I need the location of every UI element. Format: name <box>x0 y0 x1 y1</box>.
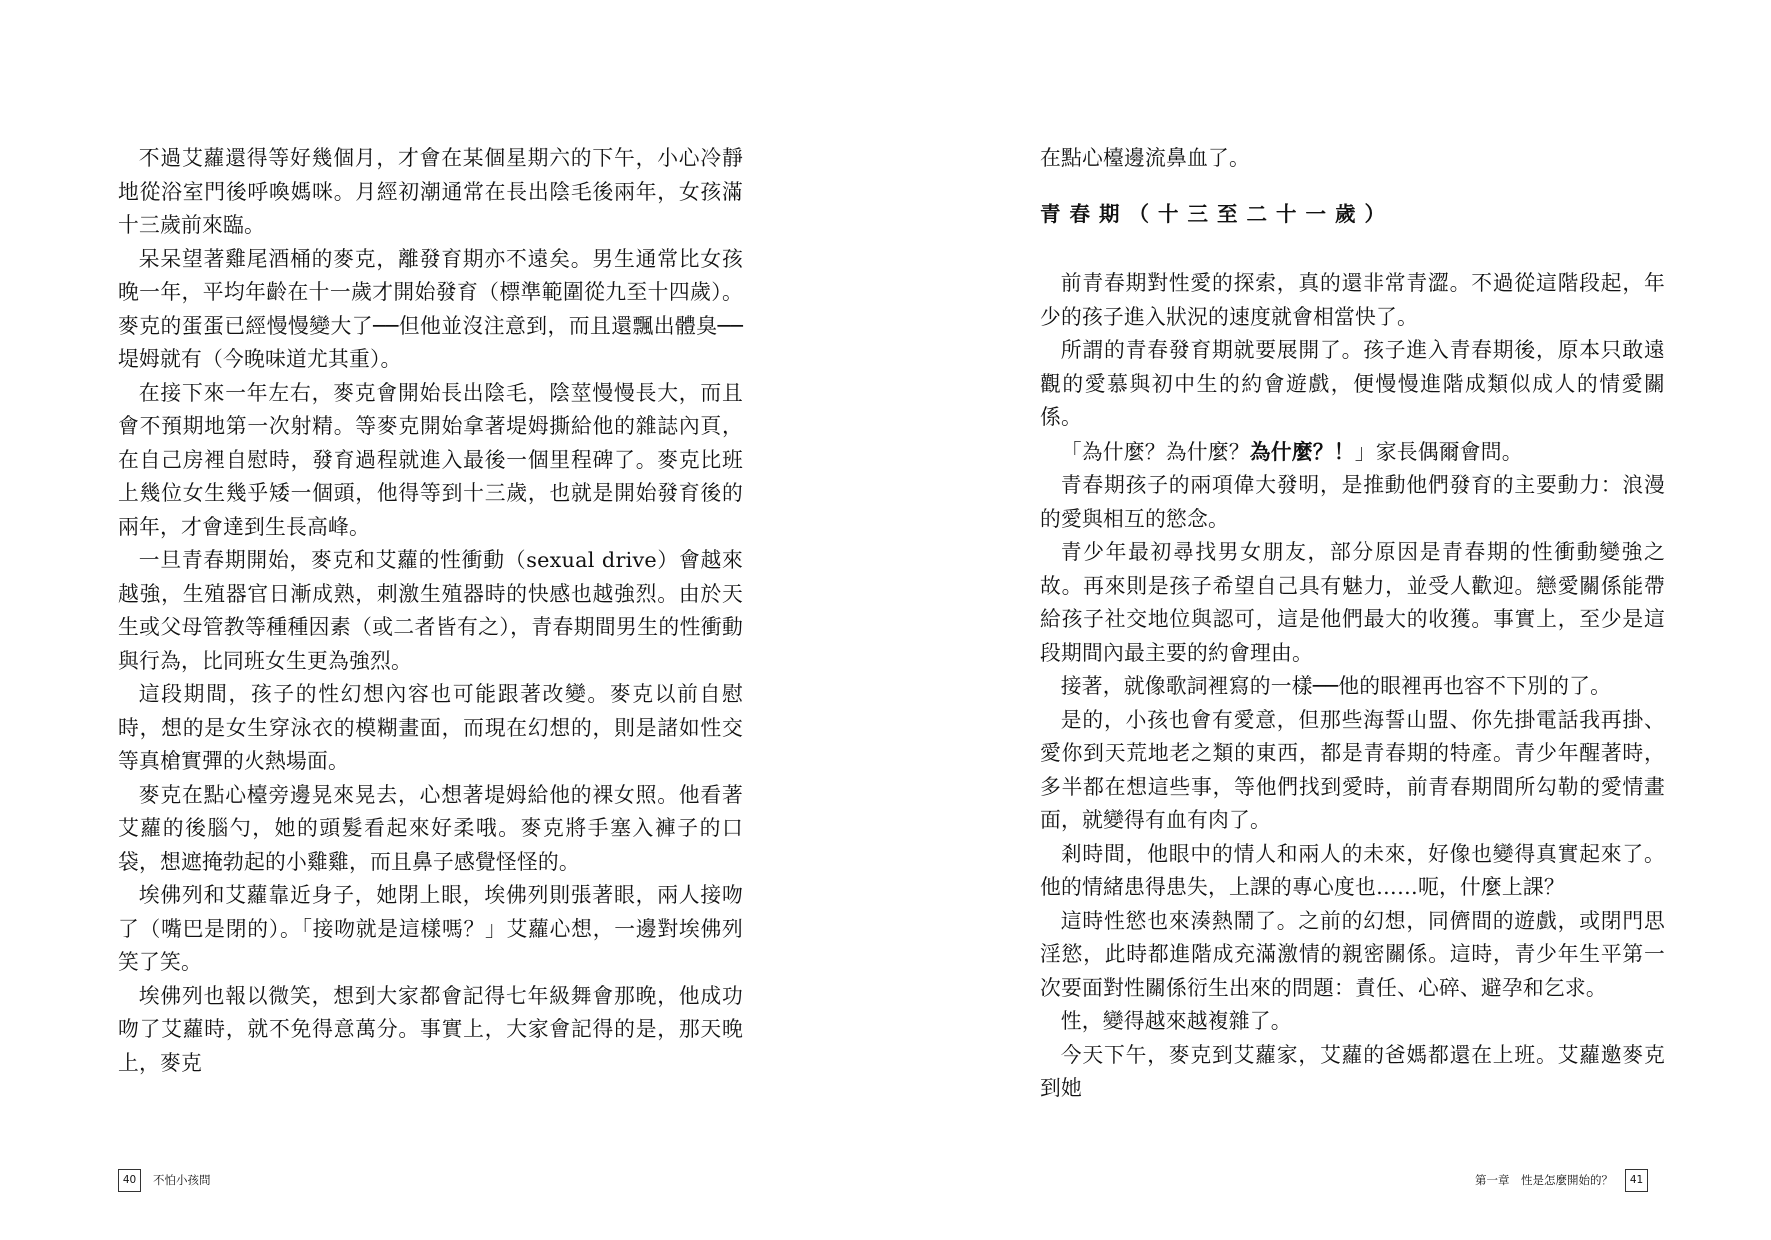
page-number: 40 <box>118 1169 141 1192</box>
paragraph: 呆呆望著雞尾酒桶的麥克，離發育期亦不遠矣。男生通常比女孩晚一年，平均年齡在十一歲才開始發育（標準範圍從九至十四歲）。麥克的蛋蛋已經慢慢變大了──但他並沒注意到，而且還飄出體臭──堤姆就有（今晚味道尤其重）。 <box>118 246 743 371</box>
paragraph: 埃佛列和艾蘿靠近身子，她閉上眼，埃佛列則張著眼，兩人接吻了（嘴巴是閉的）。「接吻就是這樣嗎？」艾蘿心想，一邊對埃佛列笑了笑。 <box>118 883 743 974</box>
left-page <box>0 0 885 1240</box>
quote-suffix: 」家長偶爾會問。 <box>1354 439 1523 464</box>
paragraph: 是的，小孩也會有愛意，但那些海誓山盟、你先掛電話我再掛、愛你到天荒地老之類的東西，都是青春期的特產。青少年醒著時，多半都在想這些事，等他們找到愛時，前青春期間所勾勒的愛情畫面，就變得有血有肉了。 <box>1040 707 1665 832</box>
quote-bold: 為什麼？！ <box>1249 438 1355 464</box>
paragraph: 所謂的青春發育期就要展開了。孩子進入青春期後，原本只敢遠觀的愛慕與初中生的約會遊戲，便慢慢進階成類似成人的情愛關係。 <box>1040 338 1665 429</box>
left-footer <box>118 1168 211 1192</box>
paragraph: 青春期孩子的兩項偉大發明，是推動他們發育的主要動力：浪漫的愛與相互的慾念。 <box>1040 473 1665 531</box>
left-body-text <box>118 142 743 1080</box>
continuation-line: 在點心檯邊流鼻血了。 <box>1040 146 1250 170</box>
paragraph: 麥克在點心檯旁邊晃來晃去，心想著堤姆給他的裸女照。他看著艾蘿的後腦勺，她的頭髮看起來好柔哦。麥克將手塞入褲子的口袋，想遮掩勃起的小雞雞，而且鼻子感覺怪怪的。 <box>118 782 743 874</box>
book-title: 不怕小孩問 <box>153 1173 211 1187</box>
section-heading: 青春期（十三至二十一歲） <box>1040 201 1394 226</box>
paragraph: 在接下來一年左右，麥克會開始長出陰毛，陰莖慢慢長大，而且會不預期地第一次射精。等麥克開始拿著堤姆撕給他的雜誌內頁，在自己房裡自慰時，發育過程就進入最後一個里程碑了。麥克比班上幾位女生幾乎矮一個頭，他得等到十三歲，也就是開始發育後的兩年，才會達到生長高峰。 <box>118 380 743 539</box>
paragraph: 今天下午，麥克到艾蘿家，艾蘿的爸媽都還在上班。艾蘿邀麥克到她 <box>1040 1042 1665 1100</box>
right-body-text <box>1040 142 1665 1106</box>
quote-paragraph <box>1040 435 1665 470</box>
paragraph: 一旦青春期開始，麥克和艾蘿的性衝動（sexual drive）會越來越強，生殖器官日漸成熟，刺激生殖器時的快感也越強烈。由於天生或父母管教等種種因素（或二者皆有之），青春期間男生的性衝動與行為，比同班女生更為強烈。 <box>118 548 743 673</box>
quote-prefix: 「為什麼？為什麼？ <box>1060 439 1250 464</box>
paragraph: 埃佛列也報以微笑，想到大家都會記得七年級舞會那晚，他成功吻了艾蘿時，就不免得意萬分。事實上，大家會記得的是，那天晚上，麥克 <box>118 983 743 1075</box>
right-footer <box>1475 1168 1648 1192</box>
paragraph: 性，變得越來越複雜了。 <box>1060 1009 1292 1033</box>
paragraph: 這段期間，孩子的性幻想內容也可能跟著改變。麥克以前自慰時，想的是女生穿泳衣的模糊畫面，而現在幻想的，則是諸如性交等真槍實彈的火熱場面。 <box>118 682 743 773</box>
page-number: 41 <box>1625 1169 1648 1192</box>
paragraph: 這時性慾也來湊熱鬧了。之前的幻想，同儕間的遊戲，或閉門思淫慾，此時都進階成充滿激情的親密關係。這時，青少年生平第一次要面對性關係衍生出來的問題：責任、心碎、避孕和乞求。 <box>1040 908 1665 1000</box>
paragraph: 剎時間，他眼中的情人和兩人的未來，好像也變得真實起來了。他的情緒患得患失，上課的專心度也……呃，什麼上課？ <box>1040 841 1665 899</box>
paragraph: 青少年最初尋找男女朋友，部分原因是青春期的性衝動變強之故。再來則是孩子希望自己具有魅力，並受人歡迎。戀愛關係能帶給孩子社交地位與認可，這是他們最大的收獲。事實上，至少是這段期間內最主要的約會理由。 <box>1040 540 1665 665</box>
paragraph: 前青春期對性愛的探索，真的還非常青澀。不過從這階段起，年少的孩子進入狀況的速度就會相當快了。 <box>1040 271 1665 329</box>
paragraph: 接著，就像歌詞裡寫的一樣──他的眼裡再也容不下別的了。 <box>1060 674 1612 698</box>
paragraph: 不過艾蘿還得等好幾個月，才會在某個星期六的下午，小心冷靜地從浴室門後呼喚媽咪。月經初潮通常在長出陰毛後兩年，女孩滿十三歲前來臨。 <box>118 146 743 237</box>
right-page <box>886 0 1771 1240</box>
chapter-title: 第一章 性是怎麼開始的？ <box>1475 1173 1613 1187</box>
